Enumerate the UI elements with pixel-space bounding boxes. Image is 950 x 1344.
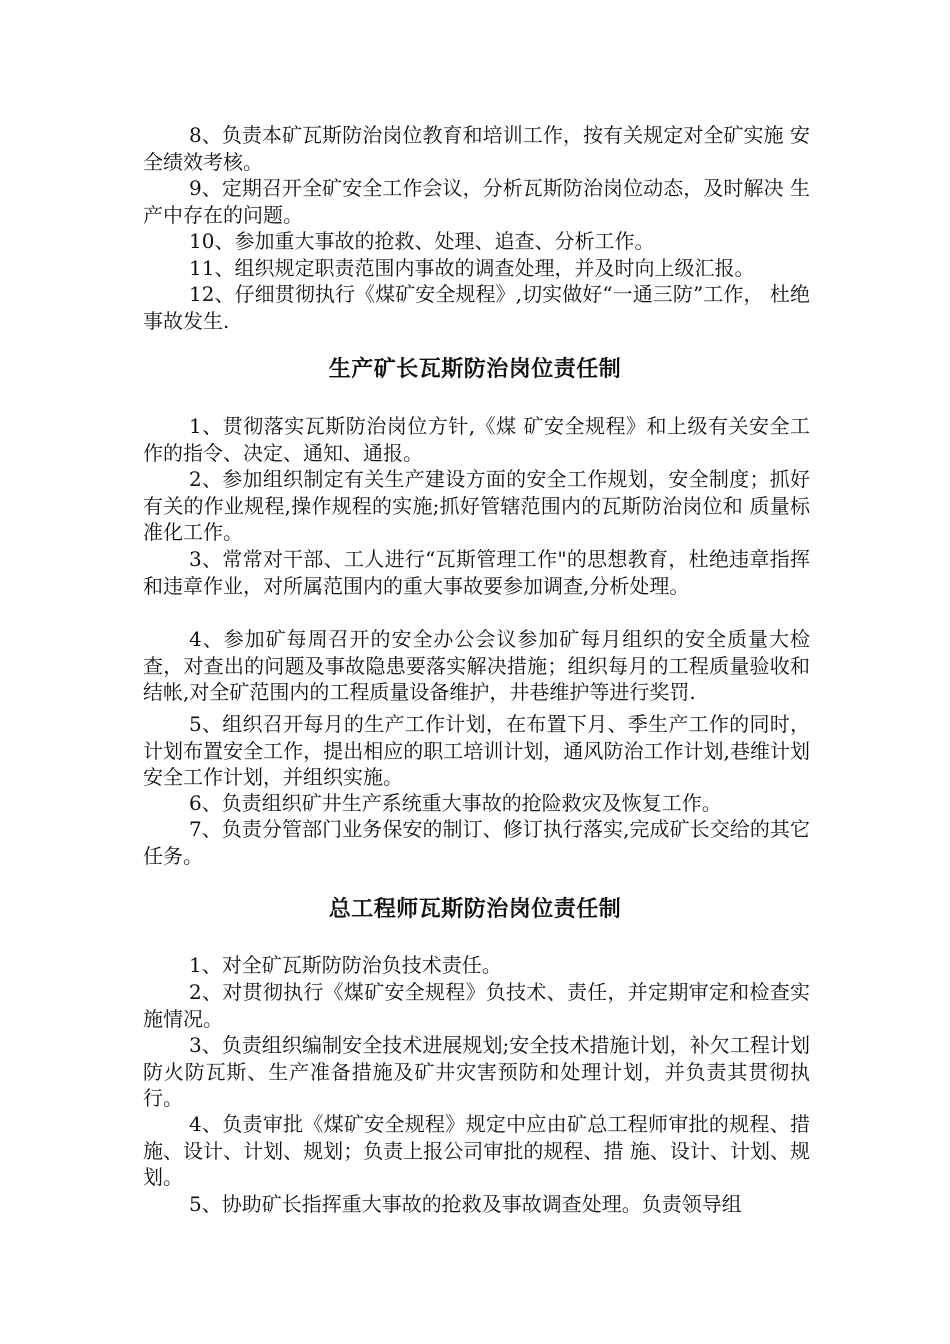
paragraph-item: 9、定期召开全矿安全工作会议，分析瓦斯防治岗位动态，及时解决 生产中存在的问题。 [143,176,810,227]
paragraph-item: 6、负责组织矿井生产系统重大事故的抢险救灾及恢复工作。 [189,791,722,815]
section-title-chief-engineer: 总工程师瓦斯防治岗位责任制 [328,897,622,922]
paragraph-item: 2、参加组织制定有关生产建设方面的安全工作规划，安全制度；抓好有关的作业规程,操作规程的实施;抓好管辖范围内的瓦斯防治岗位和 质量标准化工作。 [143,467,810,544]
section-title-production: 生产矿长瓦斯防治岗位责任制 [328,357,622,382]
paragraph-item: 1、对全矿瓦斯防防治负技术责任。 [189,953,502,977]
paragraph-item: 1、贯彻落实瓦斯防治岗位方针,《煤 矿安全规程》和上级有关安全工作的指令、决定、通知、通报。 [143,414,810,465]
paragraph-item: 4、负责审批《煤矿安全规程》规定中应由矿总工程师审批的规程、措施、设计、计划、规划；负责上报公司审批的规程、措 施、设计、计划、规划。 [143,1112,810,1189]
paragraph-item: 4、参加矿每周召开的安全办公会议参加矿每月组织的安全质量大检查，对查出的问题及事故隐患要落实解决措施；组织每月的工程质量验收和结帐,对全矿范围内的工程质量设备维护，井巷维护等进行奖罚. [143,627,810,704]
paragraph-item: 3、常常对干部、工人进行“瓦斯管理工作"的思想教育，杜绝违章指挥和违章作业，对所属范围内的重大事故要参加调查,分析处理。 [143,547,810,598]
paragraph-item: 3、负责组织编制安全技术进展规划;安全技术措施计划，补欠工程计划防火防瓦斯、生产准备措施及矿井灾害预防和处理计划，并负责其贯彻执行。 [143,1033,810,1110]
paragraph-item: 5、协助矿长指挥重大事故的抢救及事故调查处理。负责领导组 [189,1192,742,1216]
paragraph-item: 12、仔细贯彻执行《煤矿安全规程》,切实做好“一通三防”工作， 杜绝事故发生. [143,282,810,333]
paragraph-item: 11、组织规定职责范围内事故的调查处理，并及时向上级汇报。 [189,256,755,280]
paragraph-item: 7、负责分管部门业务保安的制订、修订执行落实,完成矿长交给的其它任务。 [143,817,810,868]
paragraph-item: 8、负责本矿瓦斯防治岗位教育和培训工作，按有关规定对全矿实施 安全绩效考核。 [143,123,810,174]
paragraph-item: 10、参加重大事故的抢救、处理、追查、分析工作。 [189,229,655,253]
paragraph-item: 5、组织召开每月的生产工作计划，在布置下月、季生产工作的同时，计划布置安全工作，提出相应的职工培训计划，通风防治工作计划,巷维计划安全工作计划，并组织实施。 [143,712,810,789]
paragraph-item: 2、对贯彻执行《煤矿安全规程》负技术、责任，并定期审定和检查实施情况。 [143,980,810,1031]
